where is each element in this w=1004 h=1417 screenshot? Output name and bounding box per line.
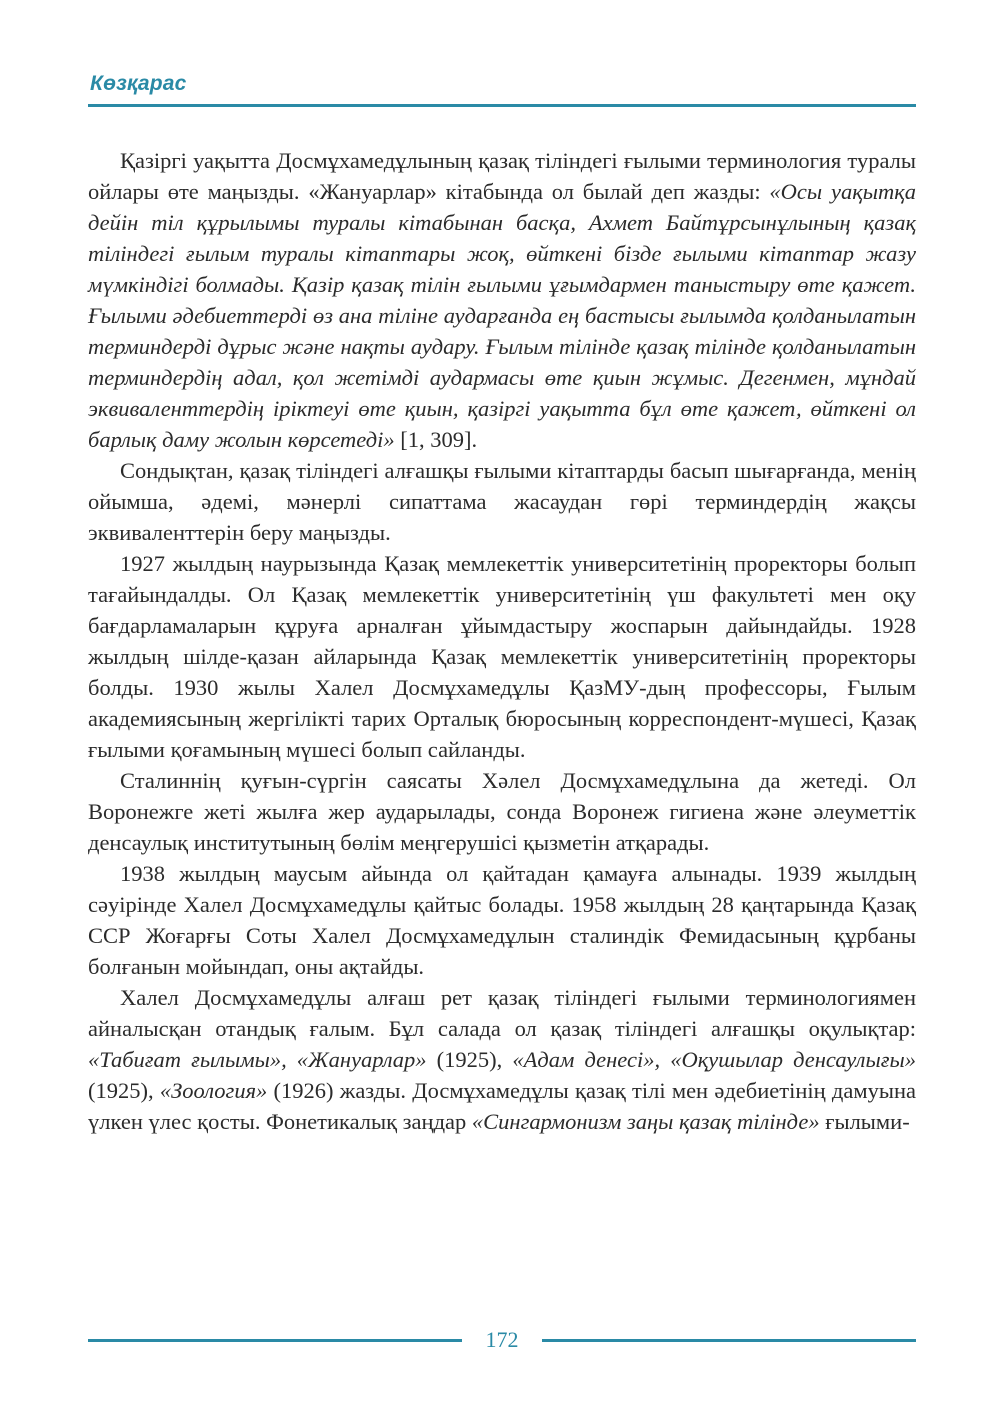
paragraph-1 xyxy=(88,145,916,455)
paragraph-1-quote: «Осы уақытқа дейін тіл құрылымы туралы кітабынан басқа, Ахмет Байтұрсынұлының қазақ тіліндегі ғылым туралы кітаптары жоқ, өйткені бізде ғылыми кітаптар жазу мүмкіндігі болмады. Қазір қазақ тілін ғылыми ұғымдармен таныстыру өте қажет. Ғылыми әдебиеттерді өз ана тіліне аударғанда ең бастысы ғылымда қолданылатын терминдерді дұрыс және нақты аудару. Ғылым тілінде қазақ тілінде қолданылатын терминдердің адал, қол жетімді аудармасы өте қиын жұмыс. Дегенмен, мұндай эквиваленттердің іріктеуі өте қиын, қазіргі уақытта бұл өте қажет, өйткені ол барлық даму жолын көрсетеді» xyxy=(88,179,916,452)
paragraph-6-title: «Адам денесі», «Оқушылар денсаулығы» xyxy=(512,1047,916,1072)
paragraph-6-text: (1925), xyxy=(426,1047,513,1072)
paragraph-6-text: ғылыми- xyxy=(819,1109,910,1134)
paragraph-3: 1927 жылдың наурызында Қазақ мемлекеттік университетінің проректоры болып тағайындалды. Ол Қазақ мемлекеттік университетінің үш факультеті мен оқу бағдарламаларын құруға арналған ұйымдастыру жоспарын дайындайды. 1928 жылдың шілде-қазан айларында Қазақ мемлекеттік университетінің проректоры болды. 1930 жылы Халел Досмұхамедұлы ҚазМУ-дың профессоры, Ғылым академиясының жергілікті тарих Орталық бюросының корреспондент-мүшесі, Қазақ ғылыми қоғамының мүшесі болып сайланды. xyxy=(88,551,916,762)
footer-rule-left xyxy=(88,1339,462,1342)
paragraph-6 xyxy=(88,982,916,1137)
footer-rule-right xyxy=(542,1339,916,1342)
running-header-title: Көзқарас xyxy=(90,72,187,95)
paragraph-5: 1938 жылдың маусым айында ол қайтадан қамауға алынады. 1939 жылдың сәуірінде Халел Досмұхамедұлы қайтыс болады. 1958 жылдың 28 қаңтарында Қазақ ССР Жоғарғы Соты Халел Досмұхамедұлын сталиндік Фемидасының құрбаны болғанын мойындап, оны ақтайды. xyxy=(88,861,916,979)
paragraph-1-citation: [1, 309]. xyxy=(394,427,478,452)
page-number: 172 xyxy=(485,1327,519,1352)
paragraph-6-text: (1926) жазды. Досмұхамедұлы қазақ тілі мен әдебиетінің дамуына үлкен үлес қосты. Фонетикалық заңдар xyxy=(88,1078,916,1134)
paragraph-4: Сталиннің қуғын-сүргін саясаты Хәлел Досмұхамедұлына да жетеді. Ол Воронежге жеті жылға жер аударылады, сонда Воронеж гигиена және әлеуметтік денсаулық институтының бөлім меңгерушісі қызметін атқарады. xyxy=(88,768,916,855)
paragraph-6-title: «Табиғат ғылымы», «Жануарлар» xyxy=(88,1047,427,1072)
header-rule xyxy=(88,104,916,107)
paragraph-6-text: Халел Досмұхамедұлы алғаш рет қазақ тіліндегі ғылыми терминологиямен айналысқан отандық ғалым. Бұл салада ол қазақ тіліндегі алғашқы оқулықтар: xyxy=(88,985,916,1041)
paragraph-6-title: «Сингармонизм заңы қазақ тілінде» xyxy=(471,1109,820,1134)
paragraph-6-text: (1925), xyxy=(88,1078,160,1103)
paragraph-6-title: «Зоология» xyxy=(159,1078,268,1103)
body-text xyxy=(88,145,916,1137)
paragraph-1-intro: Қазіргі уақытта Досмұхамедұлының қазақ тіліндегі ғылыми терминология туралы ойлары өте маңызды. «Жануарлар» кітабында ол былай деп жазды: xyxy=(88,148,916,204)
paragraph-2: Сондықтан, қазақ тіліндегі алғашқы ғылыми кітаптарды басып шығарғанда, менің ойымша, әдемі, мәнерлі сипаттама жасаудан гөрі терминдердің жақсы эквиваленттерін беру маңызды. xyxy=(88,458,916,545)
